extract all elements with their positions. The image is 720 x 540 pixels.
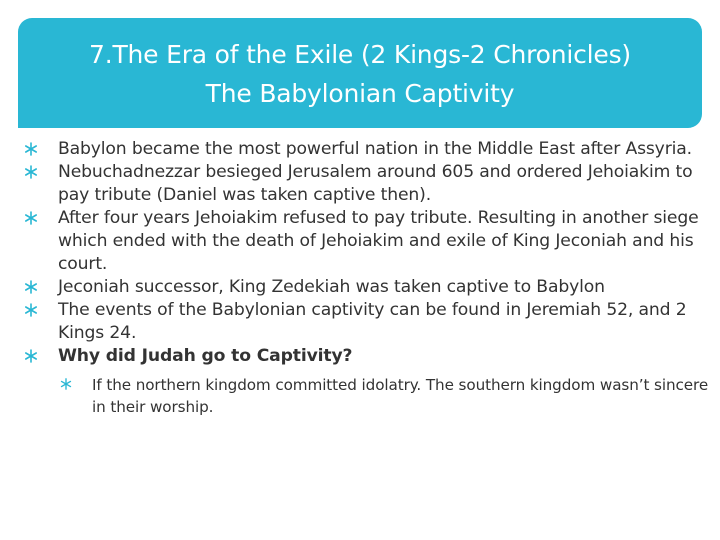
bullet-text: Babylon became the most powerful nation in the Middle East after Assyria. — [58, 139, 692, 159]
sub-bullet-text: If the northern kingdom committed idolatry. The southern kingdom wasn’t sincere in their worship. — [92, 376, 709, 416]
slide-body — [20, 138, 710, 418]
asterisk-bullet-icon — [24, 349, 38, 363]
bullet-text: Jeconiah successor, King Zedekiah was taken captive to Babylon — [58, 277, 605, 297]
bullet-text: The events of the Babylonian captivity can be found in Jeremiah 52, and 2 Kings 24. — [58, 300, 687, 343]
bullet-text: Why did Judah go to Captivity? — [58, 346, 353, 366]
asterisk-bullet-icon — [60, 378, 72, 390]
asterisk-bullet-icon — [24, 165, 38, 179]
asterisk-bullet-icon — [24, 303, 38, 317]
sub-bullet-item — [20, 374, 710, 418]
bullet-item — [20, 161, 710, 207]
asterisk-bullet-icon — [24, 142, 38, 156]
bullet-item — [20, 276, 710, 299]
title-banner — [18, 18, 702, 128]
bullet-text: After four years Jehoiakim refused to pay tribute. Resulting in another siege which ended with the death of Jehoiakim and exile of King Jeconiah and his court. — [58, 208, 699, 274]
bullet-item — [20, 138, 710, 161]
bullet-text: Nebuchadnezzar besieged Jerusalem around 605 and ordered Jehoiakim to pay tribute (Daniel was taken captive then). — [58, 162, 693, 205]
sub-bullet-list — [20, 374, 710, 418]
bullet-item — [20, 299, 710, 345]
bullet-list — [20, 138, 710, 368]
slide-title-line-2: The Babylonian Captivity — [205, 79, 515, 108]
asterisk-bullet-icon — [24, 280, 38, 294]
slide-title-line-1: 7.The Era of the Exile (2 Kings-2 Chronicles) — [89, 40, 631, 69]
asterisk-bullet-icon — [24, 211, 38, 225]
bullet-item-question — [20, 345, 710, 368]
bullet-item — [20, 207, 710, 276]
